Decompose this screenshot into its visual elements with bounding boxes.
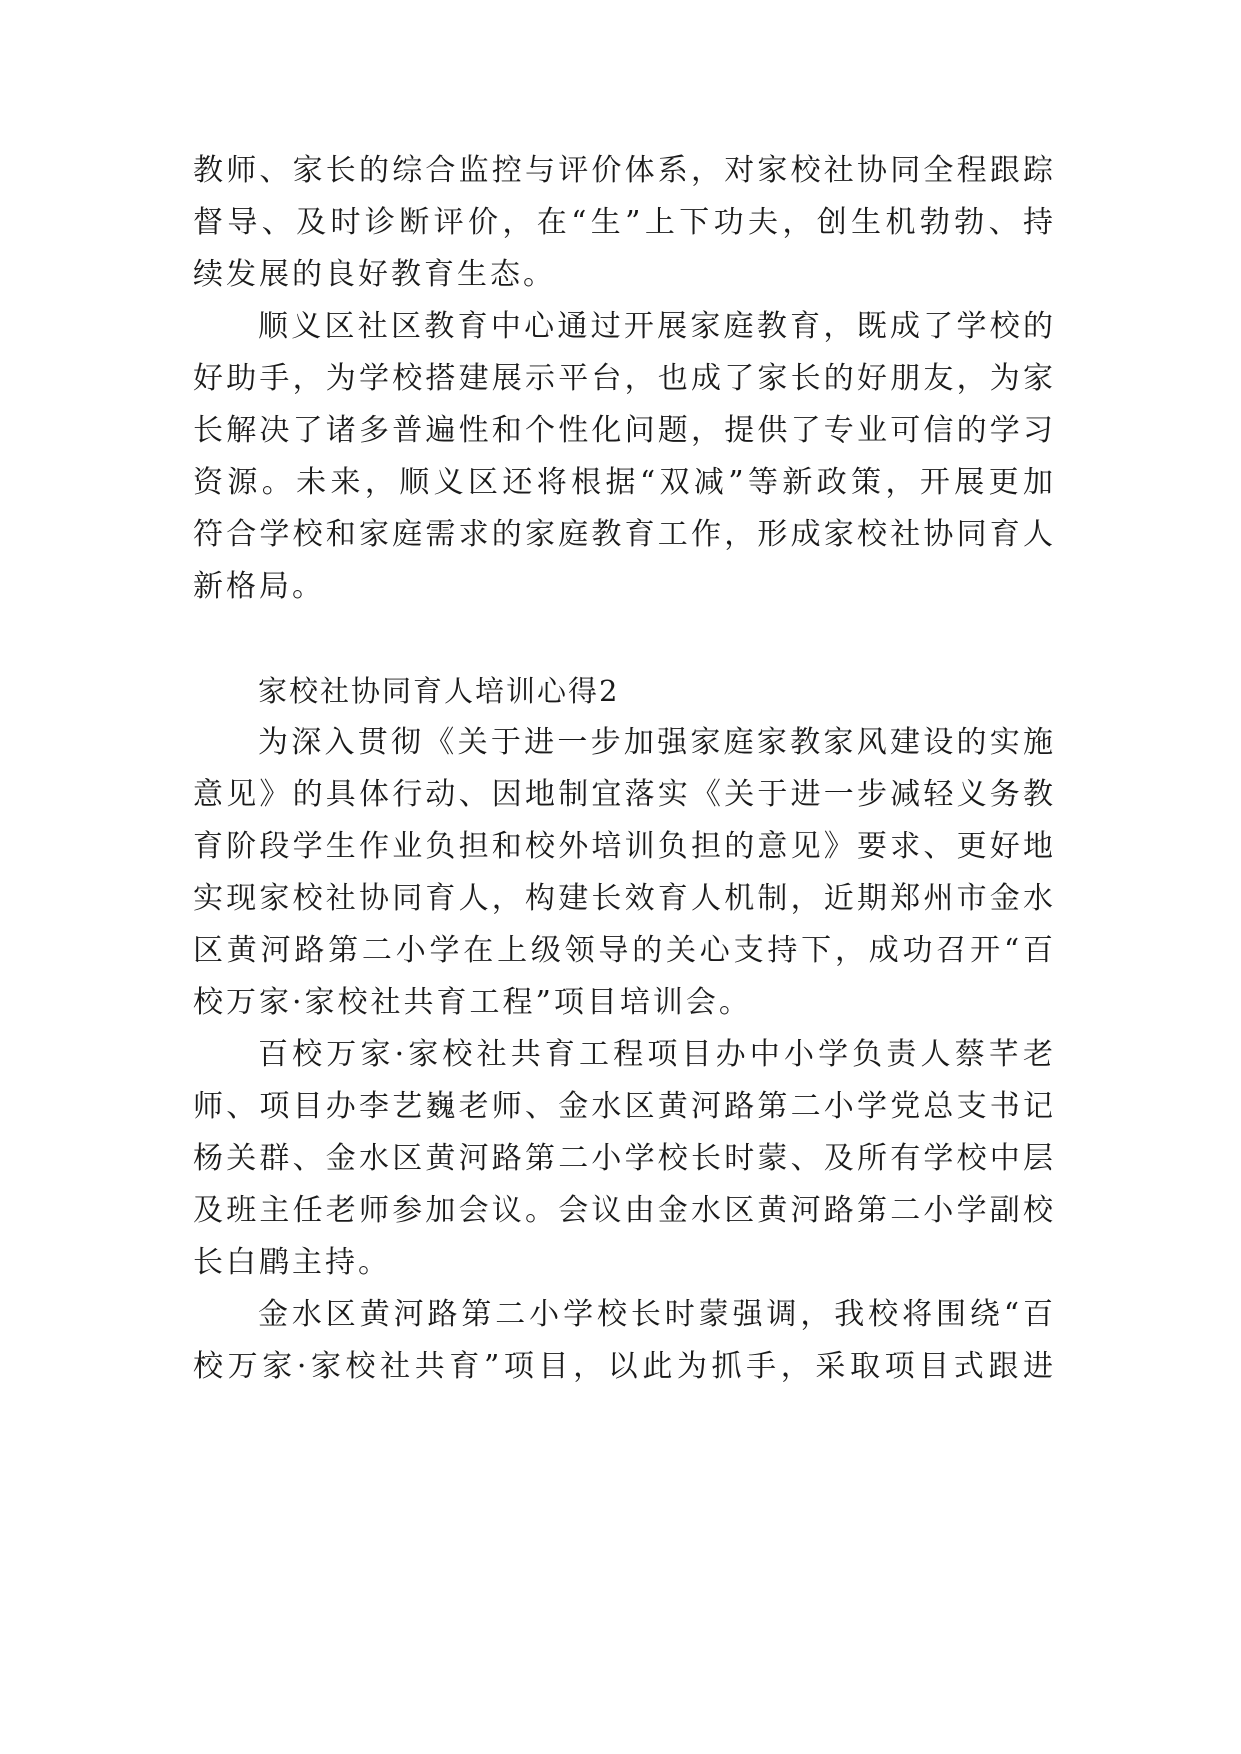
paragraph-4-line-1: 百校万家·家校社共育工程项目办中小学负责人蔡芊老 xyxy=(258,1037,1053,1072)
paragraph-2-line-2: 好助手，为学校搭建展示平台，也成了家长的好朋友，为家 xyxy=(193,361,1053,396)
paragraph-1-line-1: 教师、家长的综合监控与评价体系，对家校社协同全程跟踪 xyxy=(193,153,1053,188)
section-heading: 家校社协同育人培训心得2 xyxy=(258,674,620,708)
paragraph-3-line-3: 育阶段学生作业负担和校外培训负担的意见》要求、更好地 xyxy=(193,829,1053,864)
paragraph-1-line-3: 续发展的良好教育生态。 xyxy=(193,257,556,292)
paragraph-3-line-1: 为深入贯彻《关于进一步加强家庭家教家风建设的实施 xyxy=(258,725,1053,760)
paragraph-4-line-5: 长白鹛主持。 xyxy=(193,1245,391,1280)
paragraph-3-line-6: 校万家·家校社共育工程”项目培训会。 xyxy=(193,985,752,1020)
paragraph-2-line-4: 资源。未来，顺义区还将根据“双减”等新政策，开展更加 xyxy=(193,465,1053,500)
paragraph-2-line-6: 新格局。 xyxy=(193,569,325,604)
paragraph-4-line-4: 及班主任老师参加会议。会议由金水区黄河路第二小学副校 xyxy=(193,1193,1053,1228)
paragraph-3-line-5: 区黄河路第二小学在上级领导的关心支持下，成功召开“百 xyxy=(193,933,1053,968)
paragraph-2-line-5: 符合学校和家庭需求的家庭教育工作，形成家校社协同育人 xyxy=(193,517,1053,552)
paragraph-5-line-2: 校万家·家校社共育”项目，以此为抓手，采取项目式跟进 xyxy=(193,1349,1053,1384)
paragraph-4-line-3: 杨关群、金水区黄河路第二小学校长时蒙、及所有学校中层 xyxy=(193,1141,1053,1176)
paragraph-3-line-2: 意见》的具体行动、因地制宜落实《关于进一步减轻义务教 xyxy=(193,777,1053,812)
paragraph-4-line-2: 师、项目办李艺巍老师、金水区黄河路第二小学党总支书记 xyxy=(193,1089,1053,1124)
paragraph-3-line-4: 实现家校社协同育人，构建长效育人机制，近期郑州市金水 xyxy=(193,881,1053,916)
paragraph-2-line-1: 顺义区社区教育中心通过开展家庭教育，既成了学校的 xyxy=(258,309,1053,344)
paragraph-2-line-3: 长解决了诸多普遍性和个性化问题，提供了专业可信的学习 xyxy=(193,413,1053,448)
paragraph-1-line-2: 督导、及时诊断评价，在“生”上下功夫，创生机勃勃、持 xyxy=(193,205,1053,240)
paragraph-5-line-1: 金水区黄河路第二小学校长时蒙强调，我校将围绕“百 xyxy=(258,1297,1053,1332)
